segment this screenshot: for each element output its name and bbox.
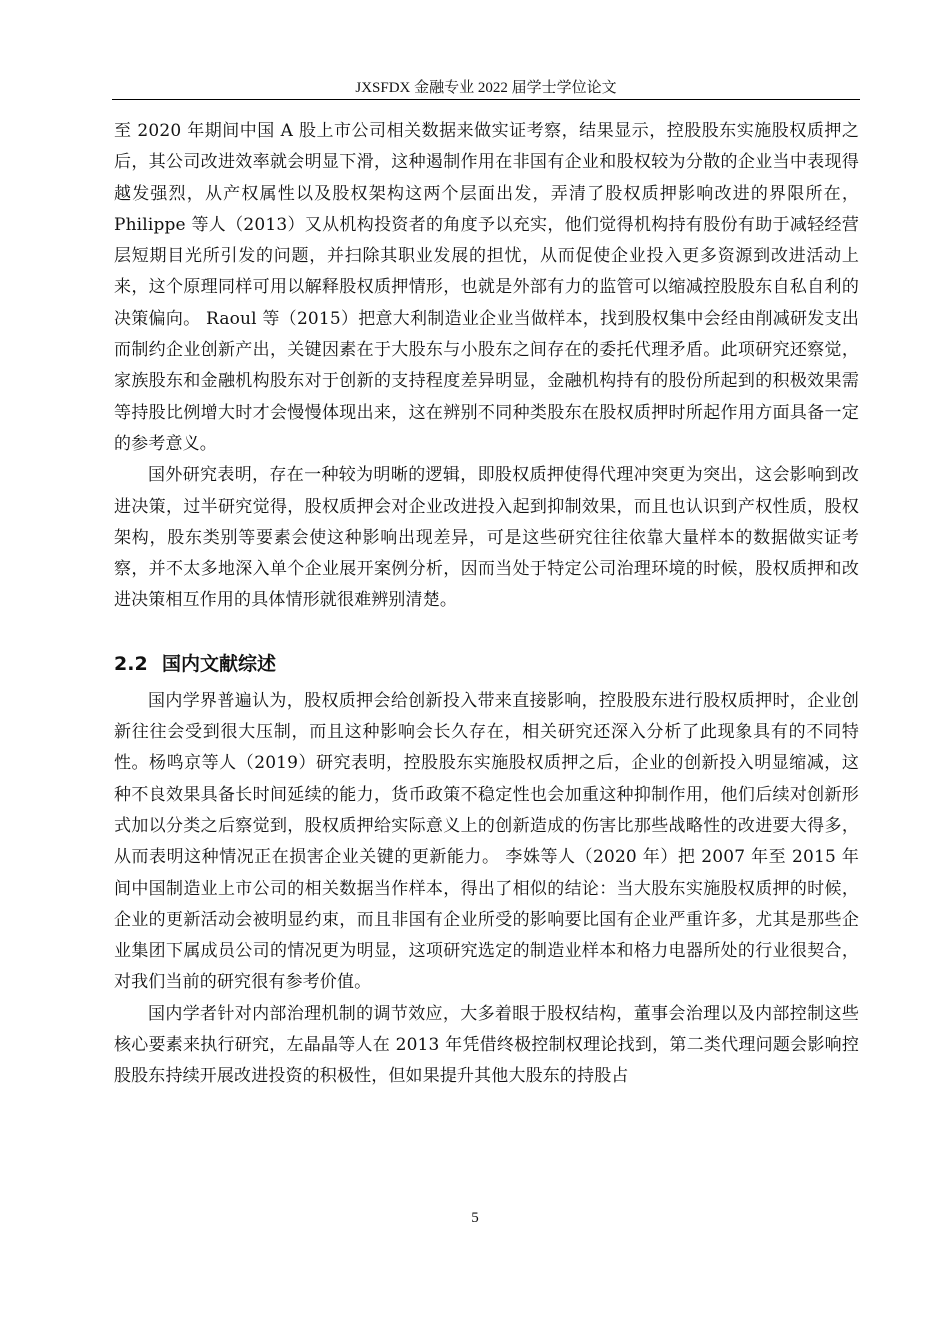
section-heading (114, 651, 859, 677)
section-title: 国内文献综述 (162, 652, 277, 675)
paragraph-continued: 至 2020 年期间中国 A 股上市公司相关数据来做实证考察，结果显示，控股股东实施股权质押之后，其公司改进效率就会明显下滑，这种遏制作用在非国有企业和股权较为分散的企业当中表现得越发强烈，从产权属性以及股权架构这两个层面出发，弄清了股权质押影响改进的界限所在，Philippe 等人（2013）又从机构投资者的角度予以充实，他们觉得机构持有股份有助于减轻经营层短期目光所引发的问题，并扫除其职业发展的担忧，从而促使企业投入更多资源到改进活动上来，这个原理同样可用以解释股权质押情形，也就是外部有力的监管可以缩减控股股东自私自利的决策偏向。 Raoul 等（2015）把意大利制造业企业当做样本，找到股权集中会经由削减研发支出而制约企业创新产出，关键因素在于大股东与小股东之间存在的委托代理矛盾。此项研究还察觉，家族股东和金融机构股东对于创新的支持程度差异明显，金融机构持有的股份所起到的积极效果需等持股比例增大时才会慢慢体现出来，这在辨别不同种类股东在股权质押时所起作用方面具备一定的参考意义。 (114, 121, 859, 454)
header-divider (112, 99, 860, 100)
paragraph-domestic-2: 国内学者针对内部治理机制的调节效应，大多着眼于股权结构，董事会治理以及内部控制这些核心要素来执行研究，左晶晶等人在 2013 年凭借终极控制权理论找到，第二类代理问题会影响控股股东持续开展改进投资的积极性，但如果提升其他大股东的持股占 (114, 1003, 859, 1087)
paragraph-domestic-1: 国内学界普遍认为，股权质押会给创新投入带来直接影响，控股股东进行股权质押时，企业创新往往会受到很大压制，而且这种影响会长久存在，相关研究还深入分析了此现象具有的不同特性。杨鸣京等人（2019）研究表明，控股股东实施股权质押之后，企业的创新投入明显缩减，这种不良效果具备长时间延续的能力，货币政策不稳定性也会加重这种抑制作用，他们后续对创新形式加以分类之后察觉到，股权质押给实际意义上的创新造成的伤害比那些战略性的改进要大得多，从而表明这种情况正在损害企业关键的更新能力。 李姝等人（2020 年）把 2007 年至 2015 年间中国制造业上市公司的相关数据当作样本，得出了相似的结论：当大股东实施股权质押的时候，企业的更新活动会被明显约束，而且非国有企业所受的影响要比国有企业严重许多，尤其是那些企业集团下属成员公司的情况更为明显，这项研究选定的制造业样本和格力电器所处的行业很契合，对我们当前的研究很有参考价值。 (114, 690, 859, 993)
page-body (114, 116, 859, 1093)
running-header: JXSFDX 金融专业 2022 届学士学位论文 (355, 80, 617, 96)
page-number: 5 (471, 1210, 479, 1226)
section-number: 2.2 (114, 652, 148, 675)
paragraph-foreign-summary: 国外研究表明，存在一种较为明晰的逻辑，即股权质押使得代理冲突更为突出，这会影响到改进决策，过半研究觉得，股权质押会对企业改进投入起到抑制效果，而且也认识到产权性质，股权架构，股东类别等要素会使这种影响出现差异，可是这些研究往往依靠大量样本的数据做实证考察，并不太多地深入单个企业展开案例分析，因而当处于特定公司治理环境的时候，股权质押和改进决策相互作用的具体情形就很难辨别清楚。 (114, 465, 859, 611)
